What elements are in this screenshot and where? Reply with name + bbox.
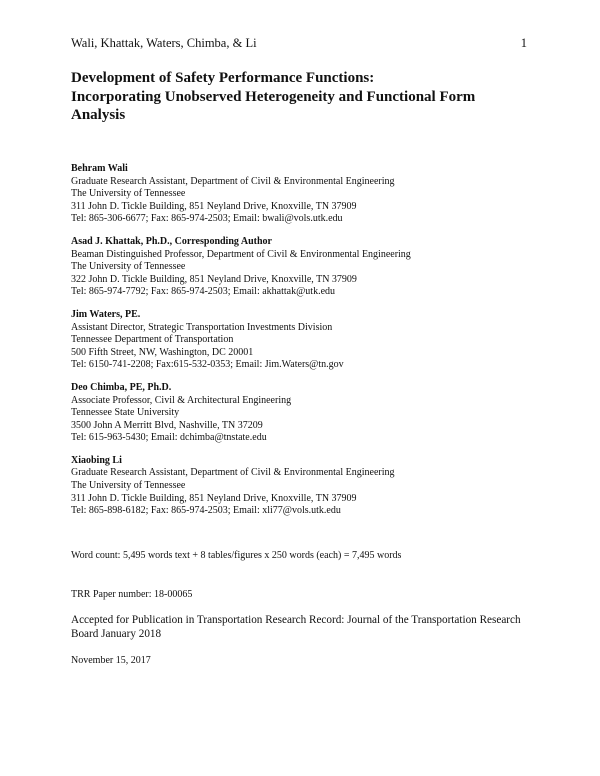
author-block-khattak [71,236,541,299]
author-position: Assistant Director, Strategic Transportation Investments Division [71,321,333,333]
author-contact: Tel: 865-974-7792; Fax: 865-974-2503; Email: akhattak@utk.edu [71,286,336,298]
author-position: Associate Professor, Civil & Architectural Engineering [71,394,292,406]
author-institution: The University of Tennessee [71,188,186,200]
author-position: Graduate Research Assistant, Department of Civil & Environmental Engineering [71,175,395,187]
author-institution: The University of Tennessee [71,261,186,273]
author-list [71,163,541,528]
title-line-3: Analysis [71,107,126,123]
author-address: 322 John D. Tickle Building, 851 Neyland Drive, Knoxville, TN 37909 [71,273,357,285]
title-line-1: Development of Safety Performance Functions: [71,70,375,86]
author-block-li [71,455,541,518]
author-institution: The University of Tennessee [71,480,186,492]
author-position: Beaman Distinguished Professor, Department of Civil & Environmental Engineering [71,248,411,260]
author-block-waters [71,309,541,372]
title-line-2: Incorporating Unobserved Heterogeneity and Functional Form [71,88,476,105]
author-name: Behram Wali [71,163,128,174]
author-contact: Tel: 865-898-6182; Fax: 865-974-2503; Email: xli77@vols.utk.edu [71,505,341,517]
author-institution: Tennessee State University [71,407,180,419]
author-name: Asad J. Khattak, Ph.D., Corresponding Author [71,235,272,247]
paper-title [71,69,531,125]
acceptance-note: Accepted for Publication in Transportation Research Record: Journal of the Transportation Research Board January 2018 [71,614,521,640]
author-address: 500 Fifth Street, NW, Washington, DC 20001 [71,346,254,358]
running-header-authors: Wali, Khattak, Waters, Chimba, & Li [71,36,257,50]
author-address: 311 John D. Tickle Building, 851 Neyland Drive, Knoxville, TN 37909 [71,492,357,504]
author-contact: Tel: 865-306-6677; Fax: 865-974-2503; Email: bwali@vols.utk.edu [71,213,343,225]
author-block-wali [71,163,541,226]
author-contact: Tel: 615-963-5430; Email: dchimba@tnstate.edu [71,432,267,444]
author-position: Graduate Research Assistant, Department of Civil & Environmental Engineering [71,467,395,479]
submission-date: November 15, 2017 [71,655,151,666]
author-block-chimba [71,382,541,445]
author-contact: Tel: 6150-741-2208; Fax:615-532-0353; Email: Jim.Waters@tn.gov [71,359,344,371]
author-name: Jim Waters, PE. [71,308,141,320]
author-name: Deo Chimba, PE, Ph.D. [71,381,172,393]
author-address: 3500 John A Merritt Blvd, Nashville, TN 37209 [71,419,263,431]
paper-number: TRR Paper number: 18-00065 [71,589,193,600]
page-number: 1 [520,36,527,50]
author-address: 311 John D. Tickle Building, 851 Neyland Drive, Knoxville, TN 37909 [71,200,357,212]
word-count: Word count: 5,495 words text + 8 tables/figures x 250 words (each) = 7,495 words [71,550,402,561]
author-name: Xiaobing Li [71,454,122,466]
author-institution: Tennessee Department of Transportation [71,334,234,346]
